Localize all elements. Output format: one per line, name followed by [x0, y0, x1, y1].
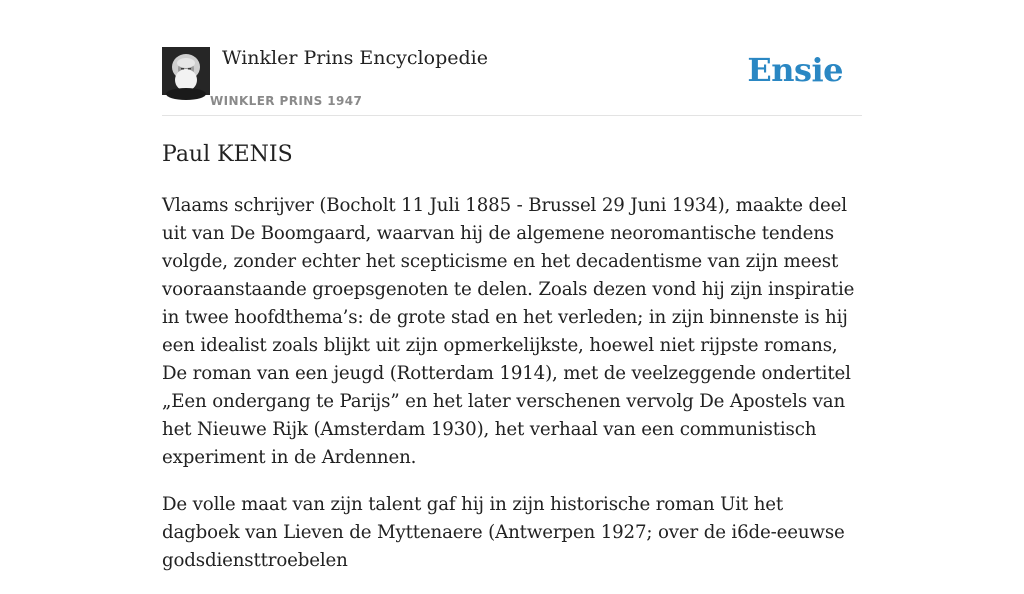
- author-avatar[interactable]: [162, 47, 210, 95]
- portrait-icon: [162, 47, 210, 95]
- brand-logo[interactable]: Ensie: [747, 51, 843, 89]
- source-title[interactable]: Winkler Prins Encyclopedie: [222, 47, 488, 69]
- article-body: [162, 192, 862, 594]
- source-header: [162, 0, 862, 116]
- article-title: Paul KENIS: [162, 142, 293, 167]
- article-container: [162, 0, 862, 571]
- article-paragraph: Vlaams schrijver (Bocholt 11 Juli 1885 - Brussel 29 Juni 1934), maakte deel uit van De Boomgaard, waarvan hij de algemene neoromantische tendens volgde, zonder echter het scepticisme en het decadentisme van zijn meest vooraanstaande groepsgenoten te delen. Zoals dezen vond hij zijn inspiratie in twee hoofdthema’s: de grote stad en het verleden; in zijn binnenste is hij een idealist zoals blijkt uit zijn opmerkelijkste, hoewel niet rijpste romans, De roman van een jeugd (Rotterdam 1914), met de veelzeggende ondertitel „Een ondergang te Parijs” en het later verschenen vervolg De Apostels van het Nieuwe Rijk (Amsterdam 1930), het verhaal van een communistisch experiment in de Ardennen.: [162, 195, 855, 468]
- article-paragraph: De volle maat van zijn talent gaf hij in zijn historische roman Uit het dagboek van Lieven de Myttenaere (Antwerpen 1927; over de i6de-eeuwse godsdiensttroebelen: [162, 494, 845, 571]
- source-subtitle[interactable]: WINKLER PRINS 1947: [210, 94, 363, 108]
